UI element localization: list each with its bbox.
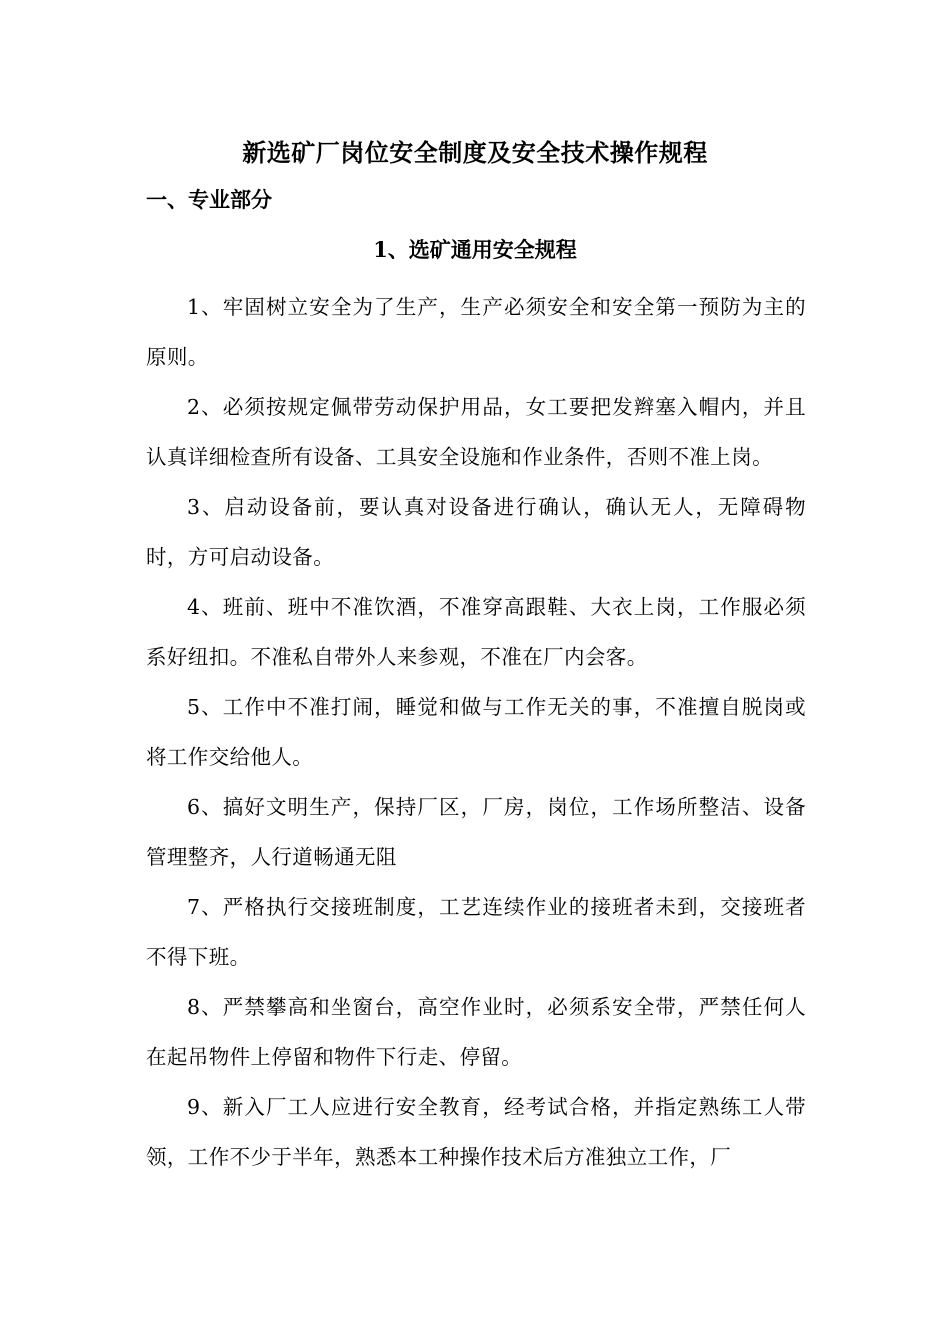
rule-item: 7、严格执行交接班制度，工艺连续作业的接班者未到，交接班者不得下班。 [146, 895, 806, 969]
rule-item: 9、新入厂工人应进行安全教育，经考试合格，并指定熟练工人带领，工作不少于半年，熟悉本工种操作技术后方准独立工作，厂 [146, 1095, 806, 1169]
rule-item: 3、启动设备前，要认真对设备进行确认，确认无人，无障碍物时，方可启动设备。 [146, 495, 806, 569]
subsection-heading: 1、选矿通用安全规程 [373, 237, 577, 262]
rule-item: 8、严禁攀高和坐窗台，高空作业时，必须系安全带，严禁任何人在起吊物件上停留和物件下行走、停留。 [146, 995, 806, 1069]
rules-list [146, 282, 806, 1182]
document-title: 新选矿厂岗位安全制度及安全技术操作规程 [242, 138, 708, 167]
rule-item: 2、必须按规定佩带劳动保护用品，女工要把发辫塞入帽内，并且认真详细检查所有设备、工具安全设施和作业条件，否则不准上岗。 [146, 395, 806, 469]
rule-item: 1、牢固树立安全为了生产，生产必须安全和安全第一预防为主的原则。 [146, 295, 806, 369]
rule-item: 5、工作中不准打闹，睡觉和做与工作无关的事，不准擅自脱岗或将工作交给他人。 [146, 695, 806, 769]
rule-item: 4、班前、班中不准饮酒，不准穿高跟鞋、大衣上岗，工作服必须系好纽扣。不准私自带外人来参观，不准在厂内会客。 [146, 595, 806, 669]
rule-item: 6、搞好文明生产，保持厂区，厂房，岗位，工作场所整洁、设备管理整齐，人行道畅通无阻 [146, 795, 806, 869]
section-heading: 一、专业部分 [146, 187, 272, 212]
